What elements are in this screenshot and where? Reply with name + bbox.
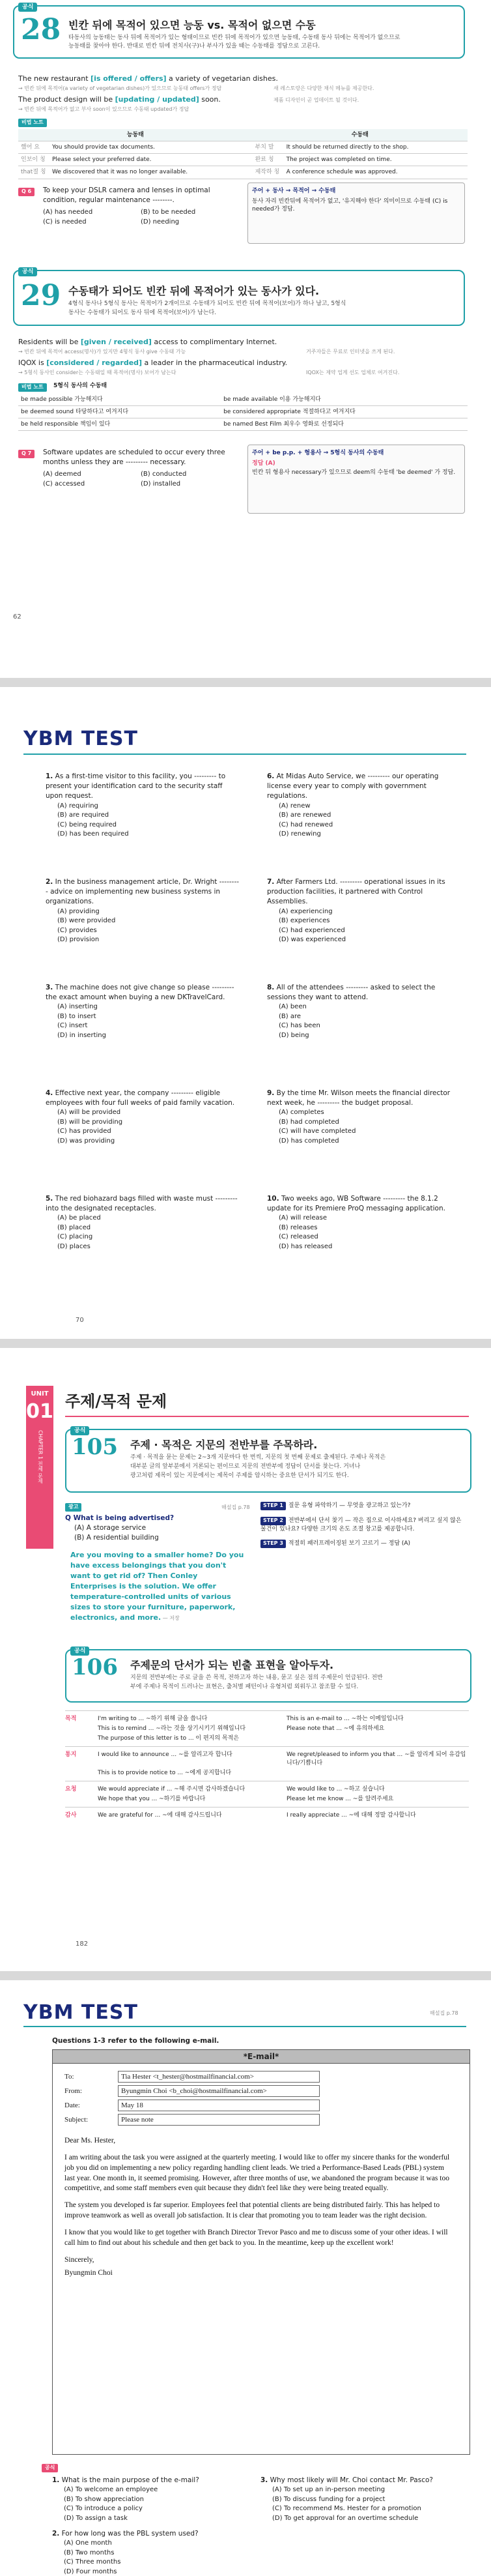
example-3-note: → 빈칸 뒤에 목적어 access(명사)가 있지만 4형식 동사 give 수동태 가능 (18, 349, 186, 355)
question-stem: 1. What is the main purpose of the e-mail? (52, 2476, 199, 2484)
option[interactable]: (B) placed (57, 1223, 91, 1231)
question-6: To keep your DSLR camera and lenses in optimal condition, regular maintenance --------. (A) has needed (B) to be needed (C) is needed (D) needing (43, 186, 238, 227)
expression-item: This is to remind ... ~라는 것을 상기시키기 위해입니다 (98, 1725, 246, 1733)
unit-badge: UNIT 01 CHAPTER 1 전체 문제 (26, 1386, 53, 1549)
expression-row (65, 1710, 469, 1746)
rule-28-tab: 공식 (18, 3, 37, 12)
option[interactable]: (B) to be needed (141, 209, 196, 216)
option[interactable]: (C) To recommend Ms. Hester for a promotion (272, 2505, 421, 2513)
option[interactable]: (C) is needed (43, 218, 87, 226)
question-stem: 4. Effective next year, the company --------- eligible employees with four full weeks of paid family vacation. (46, 1089, 235, 1107)
from-label: From: (64, 2087, 82, 2095)
heading-underline (23, 754, 466, 755)
expression-row (65, 1807, 469, 1823)
expression-category: 요청 (65, 1785, 77, 1793)
rule-29-title: 수동태가 되어도 빈칸 뒤에 목적어가 있는 동사가 있다. (68, 285, 320, 297)
rule-106-desc-1: 지문의 전반부에는 주로 글을 쓴 목적, 전하고자 하는 내용, 묻고 싶은 점의 주제문이 언급된다. 전반 (130, 1675, 383, 1681)
option[interactable]: (A) will be provided (57, 1109, 121, 1117)
example-2-translation: 제품 디자인이 곧 업데이트 될 것이다. (274, 97, 359, 103)
rule-29-tab: 공식 (18, 267, 37, 276)
option[interactable]: (B) are required (57, 812, 109, 819)
example-3-translation: 거주자들은 무료로 인터넷을 쓰게 된다. (306, 349, 395, 355)
page-number: 182 (76, 1940, 89, 1948)
rule-105-desc-3: 광고처럼 제목이 있는 지문에서는 제목이 주제를 암시하는 중요한 단서가 되기도 한다. (130, 1472, 349, 1479)
answer-reference: 해설집 p.78 (430, 2010, 458, 2016)
question-stem: 1. As a first-time visitor to this facility, you --------- to present your identification card to the security staff upon request. (46, 772, 226, 800)
rule-105-number: 105 (72, 1434, 118, 1460)
example-1-note: → 빈칸 뒤에 목적어(a variety of vegetarian dishes)가 있으므로 능동태 offers가 정답 (18, 85, 222, 91)
rule-28-title: 빈칸 뒤에 목적어 있으면 능동 vs. 목적어 없으면 수동 (68, 19, 316, 31)
option[interactable]: (B) had completed (279, 1118, 339, 1126)
page-separator (0, 678, 491, 687)
table-row: be made possible 가능해지다 be made available 이용 가능해지다 (18, 394, 468, 406)
page-62 (0, 0, 491, 678)
option[interactable]: (D) was providing (57, 1137, 115, 1145)
tip-tag-2: 비법 노트 (18, 383, 47, 392)
table-row: be deemed sound 타당하다고 여겨지다 be considered appropriate 적절하다고 여겨지다 (18, 406, 468, 418)
from-field[interactable]: Byungmin Choi <b_choi@hostmailfinancial.com> (118, 2085, 320, 2097)
option[interactable]: (C) placing (57, 1233, 93, 1241)
option[interactable]: (D) in inserting (57, 1031, 106, 1039)
question-stem: 3. The machine does not give change so please --------- the exact amount when buying a new DKTravelCard. (46, 984, 234, 1002)
option[interactable]: (C) released (279, 1233, 318, 1241)
subject-label: Subject: (64, 2116, 89, 2124)
expression-item: We hope that you ... ~하기를 바랍니다 (98, 1795, 206, 1802)
question-7: Software updates are scheduled to occur every three months unless they are --------- necessary. (A) deemed (B) conducted (C) accessed (D) installed (43, 448, 238, 489)
expression-item: The purpose of this letter is to ... 이 편지의 목적은 (98, 1735, 240, 1742)
paragraph-2: The system you developed is far superior. Employees feel that potential clients are being distributed fairly. This has helped to improve teamwork as well as overall job satisfaction. It is clear that promoting you to team leader was the right decision. (64, 2201, 440, 2220)
option[interactable]: (D) has completed (279, 1137, 339, 1145)
subject-field[interactable]: Please note (118, 2114, 320, 2126)
option[interactable]: (A) will release (279, 1214, 327, 1222)
page-70 (0, 687, 491, 1339)
option[interactable]: (D) places (57, 1242, 91, 1250)
option[interactable]: (C) had experienced (279, 926, 345, 934)
option[interactable]: (A) To set up an in-person meeting (272, 2486, 386, 2494)
ybm-test-heading: YBM TEST (23, 727, 138, 750)
rule-106-desc-2: 부에 주제나 목적이 드러나는 표현은, 출처별 패턴이나 유형처럼 외워두고 참조할 수 있다. (130, 1684, 359, 1690)
option[interactable]: (D) being (279, 1031, 309, 1039)
question-item (52, 2476, 247, 2523)
expression-item: This is an e-mail to ... ~하는 이메일입니다 (287, 1716, 404, 1722)
question-stem: 10. Two weeks ago, WB Software --------- the 8.1.2 update for its Premiere ProQ messaging application. (267, 1195, 445, 1213)
page-separator (0, 1971, 491, 1980)
heading-underline (23, 2026, 466, 2027)
date-label: Date: (64, 2101, 80, 2109)
option[interactable]: (C) accessed (43, 480, 85, 488)
q6-explanation: 주어 + 동사 → 목적어 → 수동태 동사 자리 빈칸뒤에 목적어가 없고, '유지해야 한다' 의미이므로 수동태 (C) is needed가 정답. (247, 183, 465, 244)
questions-reference: Questions 1-3 refer to the following e-mail. (52, 2037, 219, 2045)
expression-table (65, 1710, 469, 1823)
option[interactable]: (A) inserting (57, 1003, 98, 1011)
option[interactable]: (D) installed (141, 480, 181, 488)
page-title: 주제/목적 문제 (65, 1392, 167, 1411)
rule-106-tab: 공식 (70, 1647, 89, 1656)
expression-item: We regret/pleased to inform you that ... ~를 알리게 되어 유감입니다/기쁩니다 (287, 1751, 466, 1766)
example-1: The new restaurant [is offered / offers] a variety of vegetarian dishes. (18, 74, 278, 83)
expression-item: I would like to announce ... ~를 알리고자 합니다 (98, 1751, 232, 1759)
example-2: The product design will be [updating / updated] soon. (18, 95, 221, 104)
questions-tag: 공식 (42, 2464, 58, 2472)
expression-item: We would appreciate if ... ~해 주시면 감사하겠습니다 (98, 1785, 245, 1793)
page-separator (0, 1339, 491, 1348)
q7-tag: Q 7 (18, 450, 35, 458)
rule-29-desc-1: 4형식 동사나 5형식 동사는 목적어가 2개이므로 수동태가 되어도 빈칸 뒤에 목적어(보어)가 하나 남고, 5형식 (68, 300, 346, 307)
expression-item: Please let me know ... ~를 알려주세요 (287, 1795, 394, 1802)
option[interactable]: (A) providing (57, 907, 100, 915)
option[interactable]: (D) has released (279, 1242, 333, 1250)
ad-reference: 해설집 p.78 (221, 1504, 250, 1510)
ybm-test-heading: YBM TEST (23, 2001, 138, 2024)
question-item (260, 2476, 456, 2523)
signature: Byungmin Choi (64, 2268, 113, 2277)
question-stem: 3. Why most likely will Mr. Choi contact Mr. Pasco? (260, 2476, 433, 2484)
option[interactable]: (B) Two months (64, 2549, 115, 2556)
question-item (46, 1194, 241, 1251)
option[interactable]: (A) A storage service (74, 1524, 147, 1532)
q6-tag: Q 6 (18, 188, 35, 196)
question-item (46, 772, 241, 840)
option[interactable]: (A) be placed (57, 1214, 101, 1222)
option[interactable]: (A) One month (64, 2539, 112, 2547)
greeting: Dear Ms. Hester, (64, 2137, 116, 2144)
expression-category: 목적 (65, 1716, 77, 1722)
email-title: *E-mail* (53, 2050, 470, 2064)
option[interactable]: (A) completes (279, 1109, 324, 1117)
rule-28-number: 28 (21, 13, 61, 46)
rule-29-desc-2: 동사는 수동태가 되어도 동사 뒤에 목적어(보어)가 남는다. (68, 310, 217, 316)
rule-106-title: 주제문의 단서가 되는 빈출 표현을 알아두자. (130, 1659, 334, 1671)
question-item (267, 772, 462, 840)
rule-29-number: 29 (21, 279, 61, 312)
paragraph-1: I am writing about the task you were assigned at the quarterly meeting. I would like to offer my sincere thanks for the wonderful job you did on implementing a new policy regarding handling client leads. We tried a Performance-Based Leads (PBL) system last year. One month in, it seemed promising. However, after three months of use, we abandoned the program because it was too competitive, and some staff members even quit because they didn't feel like they were being treated equally. (64, 2153, 450, 2193)
option[interactable]: (D) needing (141, 218, 180, 226)
option[interactable]: (C) had renewed (279, 821, 333, 828)
solution-steps: STEP 1 질문 유형 파악하기 — 무엇을 광고하고 있는가? STEP 2 전반부에서 단서 찾기 — 작은 집으로 이사하세요? 버리고 싶지 않은 물건이 있나요? 다양한 크기의 온도 조절 창고를 제공합니다. STEP 3 적절히 패러프레이징된 보기 고르기 — 정답 (A) (260, 1502, 462, 1547)
question-item (46, 983, 241, 1040)
page-number: 70 (76, 1317, 84, 1324)
rule-106-number: 106 (72, 1654, 118, 1680)
expression-category: 감사 (65, 1812, 77, 1819)
expression-row (65, 1781, 469, 1807)
example-3: Residents will be [given / received] access to complimentary Internet. (18, 338, 277, 346)
expression-row (65, 1746, 469, 1780)
tip-2-label: 5형식 동사의 수동태 (53, 383, 107, 389)
table-row: that절 칭 We discovered that it was no longer available. 제작하 칭 A conference schedule was approved. (18, 166, 468, 179)
to-field[interactable]: Tia Hester <t_hester@hostmailfinancial.com> (118, 2071, 320, 2083)
option[interactable]: (D) was experienced (279, 936, 346, 944)
date-field[interactable]: May 18 (118, 2100, 320, 2111)
table-row: be held responsible 책임이 있다 be named Best Film 최우수 영화로 선정되다 (18, 418, 468, 431)
option[interactable]: (B) will be providing (57, 1118, 123, 1126)
option[interactable]: (A) experiencing (279, 907, 333, 915)
rule-28-desc-1: 타동사의 능동태는 동사 뒤에 목적어가 있는 형태이므로 빈칸 뒤에 목적어가 있으면 능동태, 수동태 동사 뒤에는 목적어가 없으므로 (68, 35, 400, 41)
ad-passage: Are you moving to a smaller home? Do you have excess belongings that you don't want to get rid of? Then Conley Enterprises is the solution. We offer temperature-controlled units of various sizes to store your furniture, paperwork, electronics, and more. — 저장 (70, 1551, 244, 1622)
option[interactable]: (A) has needed (43, 209, 93, 216)
expression-item: We would like to ... ~하고 싶습니다 (287, 1785, 385, 1793)
question-item (46, 1089, 241, 1146)
option[interactable]: (C) will have completed (279, 1128, 356, 1135)
rule-105-desc-2: 대부분 글의 앞부분에서 거론되는 편이므로 지문의 전반부에 정답이 단서를 찾는다. 거녀나 (130, 1463, 361, 1470)
question-stem: 6. At Midas Auto Service, we --------- our operating license every year to comply with government regulations. (267, 772, 439, 800)
option[interactable]: (C) To introduce a policy (64, 2505, 143, 2513)
option[interactable]: (B) To discuss funding for a project (272, 2495, 386, 2503)
option[interactable]: (C) provides (57, 926, 97, 934)
expression-item: I really appreciate ... ~에 대해 정말 감사합니다 (287, 1812, 416, 1819)
question-stem: 7. After Farmers Ltd. --------- operational issues in its production facilities, it partnered with Control Assemblies. (267, 878, 445, 906)
option[interactable]: (A) To welcome an employee (64, 2486, 158, 2494)
table-row: 인보이 칭 Please select your preferred date. 완료 칭 The project was completed on time. (18, 154, 468, 166)
example-4-note: → 5형식 동사인 consider는 수동태일 때 목적어(명사) 보어가 남는다 (18, 370, 176, 375)
rule-105-title: 주제 · 목적은 지문의 전반부를 주목하라. (130, 1439, 318, 1451)
page-number: 62 (13, 613, 21, 621)
option[interactable]: (A) deemed (43, 471, 81, 478)
example-4-translation: IQOX는 제약 업계 선도 업체로 여겨진다. (306, 370, 400, 375)
title-underline (65, 1416, 469, 1417)
rule-28-desc-2: 능동태를 찾아야 한다. 반대로 빈칸 뒤에 전치사(구)나 부사가 있을 때는 수동태를 정답으로 고른다. (68, 43, 320, 50)
question-stem: 2. In the business management article, Dr. Wright --------- advice on implementing new business systems in organizations. (46, 878, 240, 906)
option[interactable]: (B) To show appreciation (64, 2495, 144, 2503)
question-stem: 9. By the time Mr. Wilson meets the financial director next week, he --------- the budget proposal. (267, 1089, 451, 1107)
option[interactable]: (A) requiring (57, 802, 98, 810)
question-stem: 2. For how long was the PBL system used? (52, 2530, 199, 2538)
question-item (267, 877, 462, 945)
page-test (0, 1980, 491, 2576)
option[interactable]: (B) to insert (57, 1012, 96, 1020)
ad-tag: 광고 (65, 1503, 81, 1512)
option[interactable]: (B) releases (279, 1223, 318, 1231)
to-label: To: (64, 2073, 74, 2081)
example-2-note: → 빈칸 뒤에 목적어가 없고 부사 soon이 있으므로 수동태 updated가 정답 (18, 106, 189, 112)
question-stem: 5. The red biohazard bags filled with waste must --------- into the designated receptacles. (46, 1195, 238, 1213)
question-stem: 8. All of the attendees --------- asked to select the sessions they want to attend. (267, 984, 436, 1002)
option[interactable]: (B) conducted (141, 471, 187, 478)
question-item (52, 2529, 247, 2576)
question-item (267, 1089, 462, 1146)
expression-item: We are grateful for ... ~에 대해 감사드립니다 (98, 1812, 222, 1819)
five-form-table (18, 394, 468, 431)
rule-105-desc-1: 주제 · 목적을 묻는 문제는 2~3개 지문마다 한 번씩, 지문의 첫 번째 문제로 출제된다. 주제나 목적은 (130, 1454, 386, 1461)
option[interactable]: (C) Three months (64, 2558, 121, 2566)
table-row: 했어 요 You should provide tax documents. 부치 말 It should be returned directly to the shop. (18, 141, 468, 154)
active-header: 능동태 (18, 129, 253, 141)
example-1-translation: 새 레스토랑은 다양한 채식 메뉴를 제공한다. (274, 85, 374, 91)
expression-item: I'm writing to ... ~하기 위해 글을 씁니다 (98, 1716, 208, 1722)
option[interactable]: (B) are renewed (279, 812, 331, 819)
option[interactable]: (D) has been required (57, 830, 129, 838)
question-item (267, 983, 462, 1040)
option[interactable]: (B) were provided (57, 917, 116, 925)
option[interactable]: (B) A residential building (74, 1534, 159, 1542)
q7-explanation: 주어 + be p.p. + 형용사 → 5형식 동사의 수동태 정답 (A) 빈칸 뒤 형용사 necessary가 있으므로 deem의 수동태 'be deemed' 가 정답. (247, 445, 465, 514)
option[interactable]: (D) Four months (64, 2568, 117, 2575)
option[interactable]: (C) has provided (57, 1128, 111, 1135)
option[interactable]: (C) has been (279, 1022, 320, 1030)
page-182 (0, 1348, 491, 1971)
voice-table (18, 129, 468, 179)
ad-question: Q What is being advertised? (A) A storage service (B) A residential building (65, 1514, 247, 1544)
example-4: IQOX is [considered / regarded] a leader in the pharmaceutical industry. (18, 359, 288, 367)
option[interactable]: (B) are (279, 1012, 302, 1020)
tip-tag-1: 비법 노트 (18, 119, 47, 127)
rule-105-tab: 공식 (70, 1426, 89, 1435)
option[interactable]: (C) being required (57, 821, 117, 828)
closing: Sincerely, (64, 2255, 94, 2264)
option[interactable]: (B) experiences (279, 917, 330, 925)
option[interactable]: (C) insert (57, 1022, 88, 1030)
passive-header: 수동태 (253, 129, 468, 141)
expression-category: 통지 (65, 1751, 77, 1759)
option[interactable]: (A) been (279, 1003, 307, 1011)
option[interactable]: (D) To assign a task (64, 2514, 128, 2522)
option[interactable]: (D) To get approval for an overtime schedule (272, 2514, 419, 2522)
option[interactable]: (D) renewing (279, 830, 321, 838)
option[interactable]: (D) provision (57, 936, 100, 944)
option[interactable]: (A) renew (279, 802, 311, 810)
email-body (64, 2136, 455, 2285)
question-item (46, 877, 241, 945)
question-item (267, 1194, 462, 1251)
email-window (52, 2049, 470, 2455)
paragraph-3: I know that you would like to get together with Branch Director Trevor Pasco and me to discuss some of your other ideas. I will call him to find out about his schedule and then get back to you. In the meantime, keep up the excellent work! (64, 2229, 448, 2247)
expression-item: This is to provide notice to ... ~에게 공지합니다 (98, 1769, 232, 1776)
expression-item: Please note that ... ~에 유의하세요 (287, 1725, 385, 1733)
